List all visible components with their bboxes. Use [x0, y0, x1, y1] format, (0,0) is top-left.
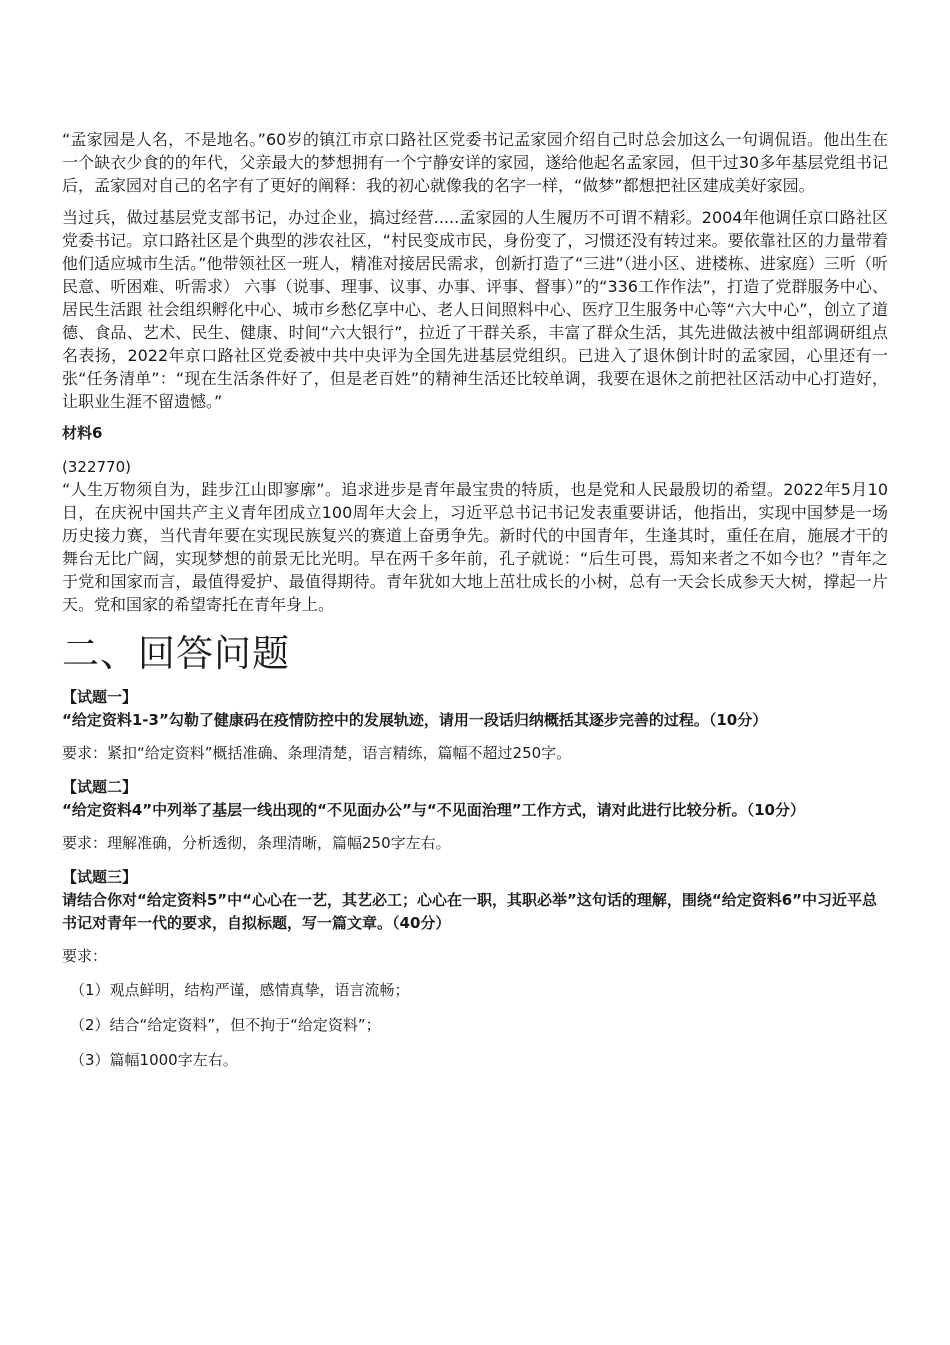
question-2-text: “给定资料4”中列举了基层一线出现的“不见面办公”与“不见面治理”工作方式，请对此进行比较分析。（10分） [62, 801, 805, 819]
question-2-requirement: 要求：理解准确，分析透彻，条理清晰，篇幅250字左右。 [62, 834, 451, 852]
material6-paragraph: “人生万物须自为，跬步江山即寥廓”。追求进步是青年最宝贵的特质，也是党和人民最殷切的希望。2022年5月10日，在庆祝中国共产主义青年团成立100周年大会上，习近平总书记书记发表重要讲话，他指出，实现中国梦是一场历史接力赛，当代青年要在实现民族复兴的赛道上奋勇争先。新时代的中国青年，生逢其时，重任在肩，施展才干的舞台无比广阔，实现梦想的前景无比光明。早在两千多年前，孔子就说：“后生可畏，焉知来者之不如今也？”青年之于党和国家而言，最值得爱护、最值得期待。青年犹如大地上茁壮成长的小树，总有一天会长成参天大树，撑起一片天。党和国家的希望寄托在青年身上。 [62, 480, 888, 614]
question-3-item: （1）观点鲜明，结构严谨，感情真挚，语言流畅； [70, 981, 410, 999]
document-page [62, 128, 888, 1084]
material5-paragraph-1: “孟家园是人名，不是地名。”60岁的镇江市京口路社区党委书记孟家园介绍自己时总会加这么一句调侃语。他出生在一个缺衣少食的的年代，父亲最大的梦想拥有一个宁静安详的家园，遂给他起名孟家园，但干过30多年基层党组书记后，孟家园对自己的名字有了更好的阐释：我的初心就像我的名字一样，“做梦”都想把社区建成美好家园。 [62, 130, 888, 195]
question-2-title: 【试题二】 [62, 778, 138, 796]
question-1-title: 【试题一】 [62, 688, 138, 706]
question-3-requirement: 要求： [62, 947, 108, 965]
material6-label: 材料6 [62, 424, 103, 442]
question-1 [62, 686, 888, 764]
section-heading: 二、回答问题 [62, 632, 290, 675]
question-2 [62, 776, 888, 854]
question-3 [62, 866, 888, 1071]
question-3-title: 【试题三】 [62, 868, 138, 886]
question-3-text: 请结合你对“给定资料5”中“心心在一艺，其艺必工；心心在一职，其职必举”这句话的理解，围绕“给定资料6”中习近平总书记对青年一代的要求，自拟标题，写一篇文章。（40分） [62, 891, 878, 932]
material5-paragraph-2: 当过兵，做过基层党支部书记，办过企业，搞过经营.....孟家园的人生履历不可谓不精彩。2004年他调任京口路社区党委书记。京口路社区是个典型的涉农社区，“村民变成市民，身份变了，习惯还没有转过来。要依靠社区的力量带着他们适应城市生活。”他带领社区一班人，精准对接居民需求，创新打造了“三进”（进小区、进楼栋、进家庭）三听（听民意、听困难、听需求） 六事（说事、理事、议事、办事、评事、督事）”的“336工作作法”，打造了党群服务中心、居民生活跟 社会组织孵化中心、城市乡愁亿享中心、老人日间照料中心、医疗卫生服务中心等“六大中心”，创立了道德、食品、艺术、民生、健康、时间“六大银行”，拉近了干群关系，丰富了群众生活，其先进做法被中组部调研组点名表扬，2022年京口路社区党委被中共中央评为全国先进基层党组织。已进入了退休倒计时的孟家园，心里还有一张“任务清单”：“现在生活条件好了，但是老百姓”的精神生活还比较单调，我要在退休之前把社区活动中心打造好，让职业生涯不留遗憾。” [62, 208, 888, 411]
question-1-text: “给定资料1-3”勾勒了健康码在疫情防控中的发展轨迹，请用一段话归纳概括其逐步完善的过程。（10分） [62, 711, 768, 729]
material6-code: (322770) [62, 458, 131, 476]
question-3-item: （2）结合“给定资料”，但不拘于“给定资料”； [70, 1016, 381, 1034]
question-3-item: （3）篇幅1000字左右。 [70, 1051, 238, 1069]
question-1-requirement: 要求：紧扣“给定资料”概括准确、条理清楚，语言精练，篇幅不超过250字。 [62, 744, 572, 762]
